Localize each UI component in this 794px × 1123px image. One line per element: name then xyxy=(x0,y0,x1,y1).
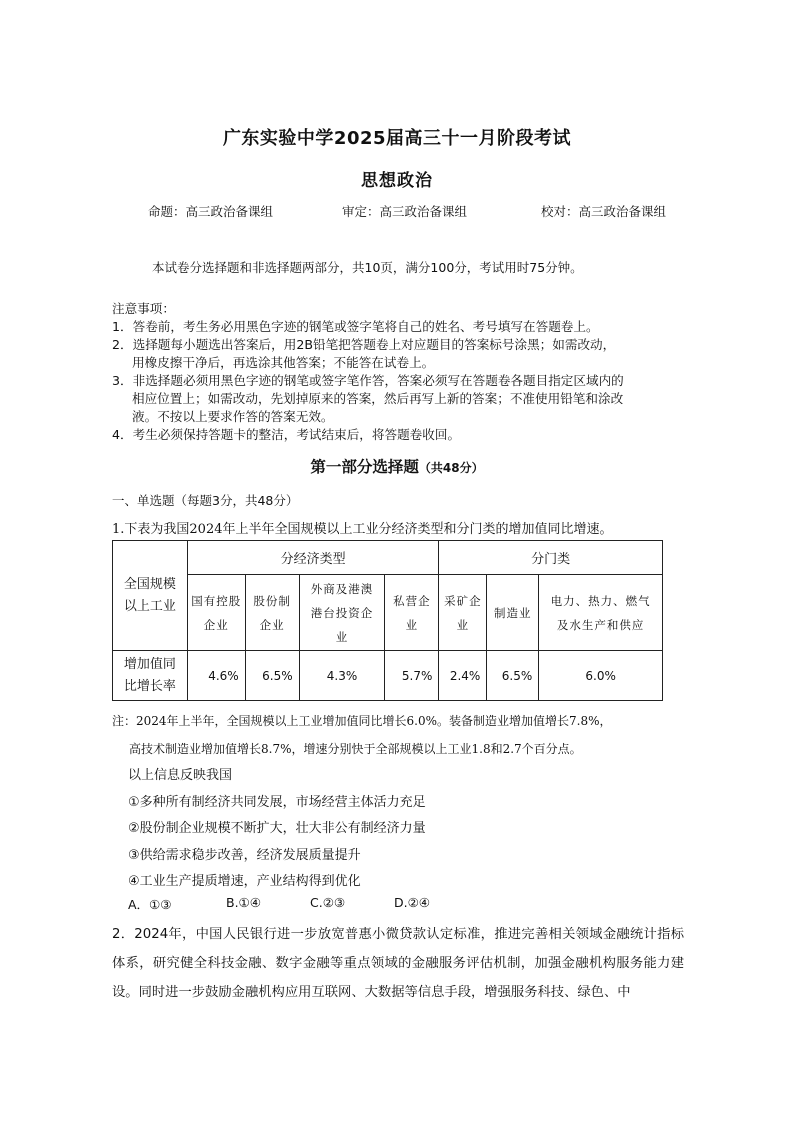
statement-2: ②股份制企业规模不断扩大，壮大非公有制经济力量 xyxy=(128,821,426,836)
value-private: 5.7% xyxy=(385,651,439,701)
note-item-2: 2．选择题每小题选出答案后，用2B铅笔把答题卷上对应题目的答案标号涂黑；如需改动， xyxy=(112,337,616,352)
value-joint-stock: 6.5% xyxy=(245,651,299,701)
note-item-3-cont: 相应位置上；如需改动，先划掉原来的答案，然后再写上新的答案；不准使用铅笔和涂改 xyxy=(132,391,624,406)
exam-intro: 本试卷分选择题和非选择题两部分，共10页，满分100分，考试用时75分钟。 xyxy=(152,260,583,275)
col-header-manufacturing xyxy=(487,575,539,651)
note-item-3: 3．非选择题必须用黑色字迹的钢笔或签字笔作答，答案必须写在答题卷各题目指定区域内的 xyxy=(112,373,624,388)
row-label-growth-rate xyxy=(113,651,188,701)
corner-line-1: 全国规模 xyxy=(123,576,176,592)
section-points: （共48分） xyxy=(418,461,484,475)
table-corner-cell xyxy=(113,541,188,651)
col-header-line: 制造业 xyxy=(494,605,532,620)
col-header-line: 采矿企 xyxy=(444,593,482,608)
value-foreign-hmt: 4.3% xyxy=(299,651,385,701)
table-note-line-1: 注：2024年上半年，全国规模以上工业增加值同比增长6.0%。装备制造业增加值增长7.8%， xyxy=(112,714,612,728)
note-item-3-cont-2: 液。不按以上要求作答的答案无效。 xyxy=(132,409,334,424)
note-item-4: 4．考生必须保持答题卡的整洁，考试结束后，将答题卷收回。 xyxy=(112,427,461,442)
statement-4: ④工业生产提质增速，产业结构得到优化 xyxy=(128,874,361,889)
note-item-1: 1．答卷前，考生务必用黑色字迹的钢笔或签字笔将自己的姓名、考号填写在答题卷上。 xyxy=(112,319,599,334)
col-header-line: 港台投资企 xyxy=(310,605,374,620)
col-header-utilities xyxy=(539,575,663,651)
statement-3: ③供给需求稳步改善，经济发展质量提升 xyxy=(128,847,361,863)
notes-title: 注意事项： xyxy=(112,301,175,316)
col-header-line: 外商及港澳 xyxy=(310,581,374,596)
exam-subject: 思想政治 xyxy=(361,171,433,191)
note-item-2-cont: 用橡皮擦干净后，再选涂其他答案；不能答在试卷上。 xyxy=(132,355,435,370)
question-2-stem: 2．2024年，中国人民银行进一步放宽普惠小微贷款认定标准，推进完善相关领域金融统计指标体系，研究健全科技金融、数字金融等重点领域的金融服务评估机制，加强金融机构服务能力建设。同时进一步鼓励金融机构应用互联网、大数据等信息手段，增强服务科技、绿色、中 xyxy=(112,927,684,1000)
group-header-economic-type: 分经济类型 xyxy=(187,541,439,575)
col-header-private xyxy=(385,575,439,651)
question-1-stem: 1.下表为我国2024年上半年全国规模以上工业分经济类型和分门类的增加值同比增速。 xyxy=(112,522,613,537)
exam-notes xyxy=(112,300,692,444)
table-note xyxy=(112,707,702,763)
proofreader-credit: 校对：高三政治备课组 xyxy=(541,204,667,219)
col-header-line: 及水生产和供应 xyxy=(556,617,645,632)
col-header-state-owned xyxy=(187,575,245,651)
option-d: D.②④ xyxy=(394,895,431,910)
group-header-sector: 分门类 xyxy=(439,541,663,575)
table-note-line-2: 高技术制造业增加值增长8.7%，增速分别快于全部规模以上工业1.8和2.7个百分点。 xyxy=(129,742,582,756)
col-header-mining xyxy=(439,575,487,651)
col-header-line: 私营企 xyxy=(393,593,431,608)
col-header-foreign-hmt xyxy=(299,575,385,651)
col-header-line: 电力、热力、燃气 xyxy=(550,593,651,608)
industry-growth-table xyxy=(112,540,663,701)
col-header-line: 业 xyxy=(405,617,419,632)
value-state-owned: 4.6% xyxy=(187,651,245,701)
question-1-statements xyxy=(128,763,426,896)
question-1-lead: 以上信息反映我国 xyxy=(128,768,233,783)
value-utilities: 6.0% xyxy=(539,651,663,701)
option-b: B.①④ xyxy=(226,895,261,910)
option-a: A．①③ xyxy=(128,897,172,912)
col-header-line: 股份制 xyxy=(253,593,291,608)
row-label-line-2: 比增长率 xyxy=(123,678,176,694)
mcq-heading: 一、单选题（每题3分，共48分） xyxy=(112,493,299,508)
section-title-text: 第一部分选择题 xyxy=(310,458,419,476)
setter-credit: 命题：高三政治备课组 xyxy=(148,204,274,219)
statement-1: ①多种所有制经济共同发展，市场经营主体活力充足 xyxy=(128,794,426,810)
option-c: C.②③ xyxy=(310,895,346,910)
col-header-line: 企业 xyxy=(203,617,229,632)
value-mining: 2.4% xyxy=(439,651,487,701)
col-header-joint-stock xyxy=(245,575,299,651)
corner-line-2: 以上工业 xyxy=(123,598,176,614)
value-manufacturing: 6.5% xyxy=(487,651,539,701)
col-header-line: 国有控股 xyxy=(191,593,242,608)
col-header-line: 企业 xyxy=(259,617,285,632)
reviewer-credit: 审定：高三政治备课组 xyxy=(342,204,468,219)
exam-title: 广东实验中学2025届高三十一月阶段考试 xyxy=(222,128,572,149)
col-header-line: 业 xyxy=(456,617,470,632)
section-title xyxy=(0,455,794,477)
row-label-line-1: 增加值同 xyxy=(123,656,176,672)
col-header-line: 业 xyxy=(335,629,349,644)
